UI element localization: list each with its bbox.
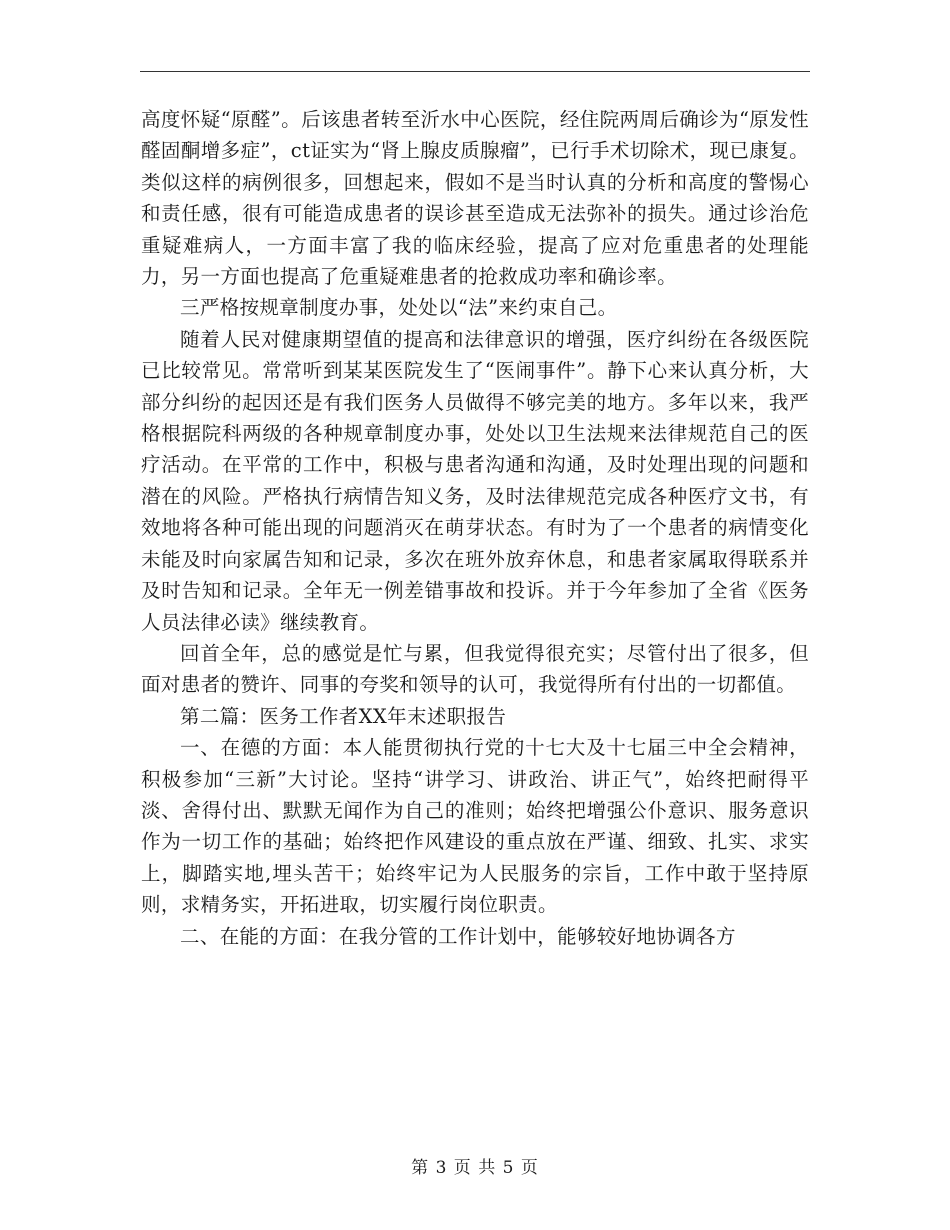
paragraph-1: 高度怀疑“原醛”。后该患者转至沂水中心医院，经住院两周后确诊为“原发性醛固酮增多症”，ct证实为“肾上腺皮质腺瘤”，已行手术切除术，现已康复。类似这样的病例很多，回想起来，假如不是当时认真的分析和高度的警惕心和责任感，很有可能造成患者的误诊甚至造成无法弥补的损失。通过诊治危重疑难病人，一方面丰富了我的临床经验，提高了应对危重患者的处理能力，另一方面也提高了危重疑难患者的抢救成功率和确诊率。 — [141, 108, 809, 289]
paragraph-2: 三严格按规章制度办事，处处以“法”来约束自己。 — [180, 296, 618, 320]
paragraph-6: 二、在能的方面：在我分管的工作计划中，能够较好地协调各方 — [180, 924, 736, 948]
header-rule — [140, 71, 810, 72]
paragraph-4: 回首全年，总的感觉是忙与累，但我觉得很充实；尽管付出了很多，但面对患者的赞许、同事的夸奖和领导的认可，我觉得所有付出的一切都值。 — [141, 641, 809, 697]
page-number-footer: 第 3 页 共 5 页 — [411, 1158, 539, 1178]
paragraph-5: 一、在德的方面：本人能贯彻执行党的十七大及十七届三中全会精神，积极参加“三新”大讨论。坚持“讲学习、讲政治、讲正气”，始终把耐得平淡、舍得付出、默默无闻作为自己的准则；始终把增强公仆意识、服务意识作为一切工作的基础；始终把作风建设的重点放在严谨、细致、扎实、求实上，脚踏实地,埋头苦干；始终牢记为人民服务的宗旨，工作中敢于坚持原则，求精务实，开拓进取，切实履行岗位职责。 — [141, 736, 809, 917]
section-heading: 第二篇：医务工作者XX年末述职报告 — [180, 704, 507, 728]
paragraph-3: 随着人民对健康期望值的提高和法律意识的增强，医疗纠纷在各级医院已比较常见。常常听到某某医院发生了“医闹事件”。静下心来认真分析，大部分纠纷的起因还是有我们医务人员做得不够完美的地方。多年以来，我严格根据院科两级的各种规章制度办事，处处以卫生法规来法律规范自己的医疗活动。在平常的工作中，积极与患者沟通和沟通，及时处理出现的问题和潜在的风险。严格执行病情告知义务，及时法律规范完成各种医疗文书，有效地将各种可能出现的问题消灭在萌芽状态。有时为了一个患者的病情变化未能及时向家属告知和记录，多次在班外放弃休息，和患者家属取得联系并及时告知和记录。全年无一例差错事故和投诉。并于今年参加了全省《医务人员法律必读》继续教育。 — [141, 327, 809, 634]
document-body — [141, 104, 809, 952]
